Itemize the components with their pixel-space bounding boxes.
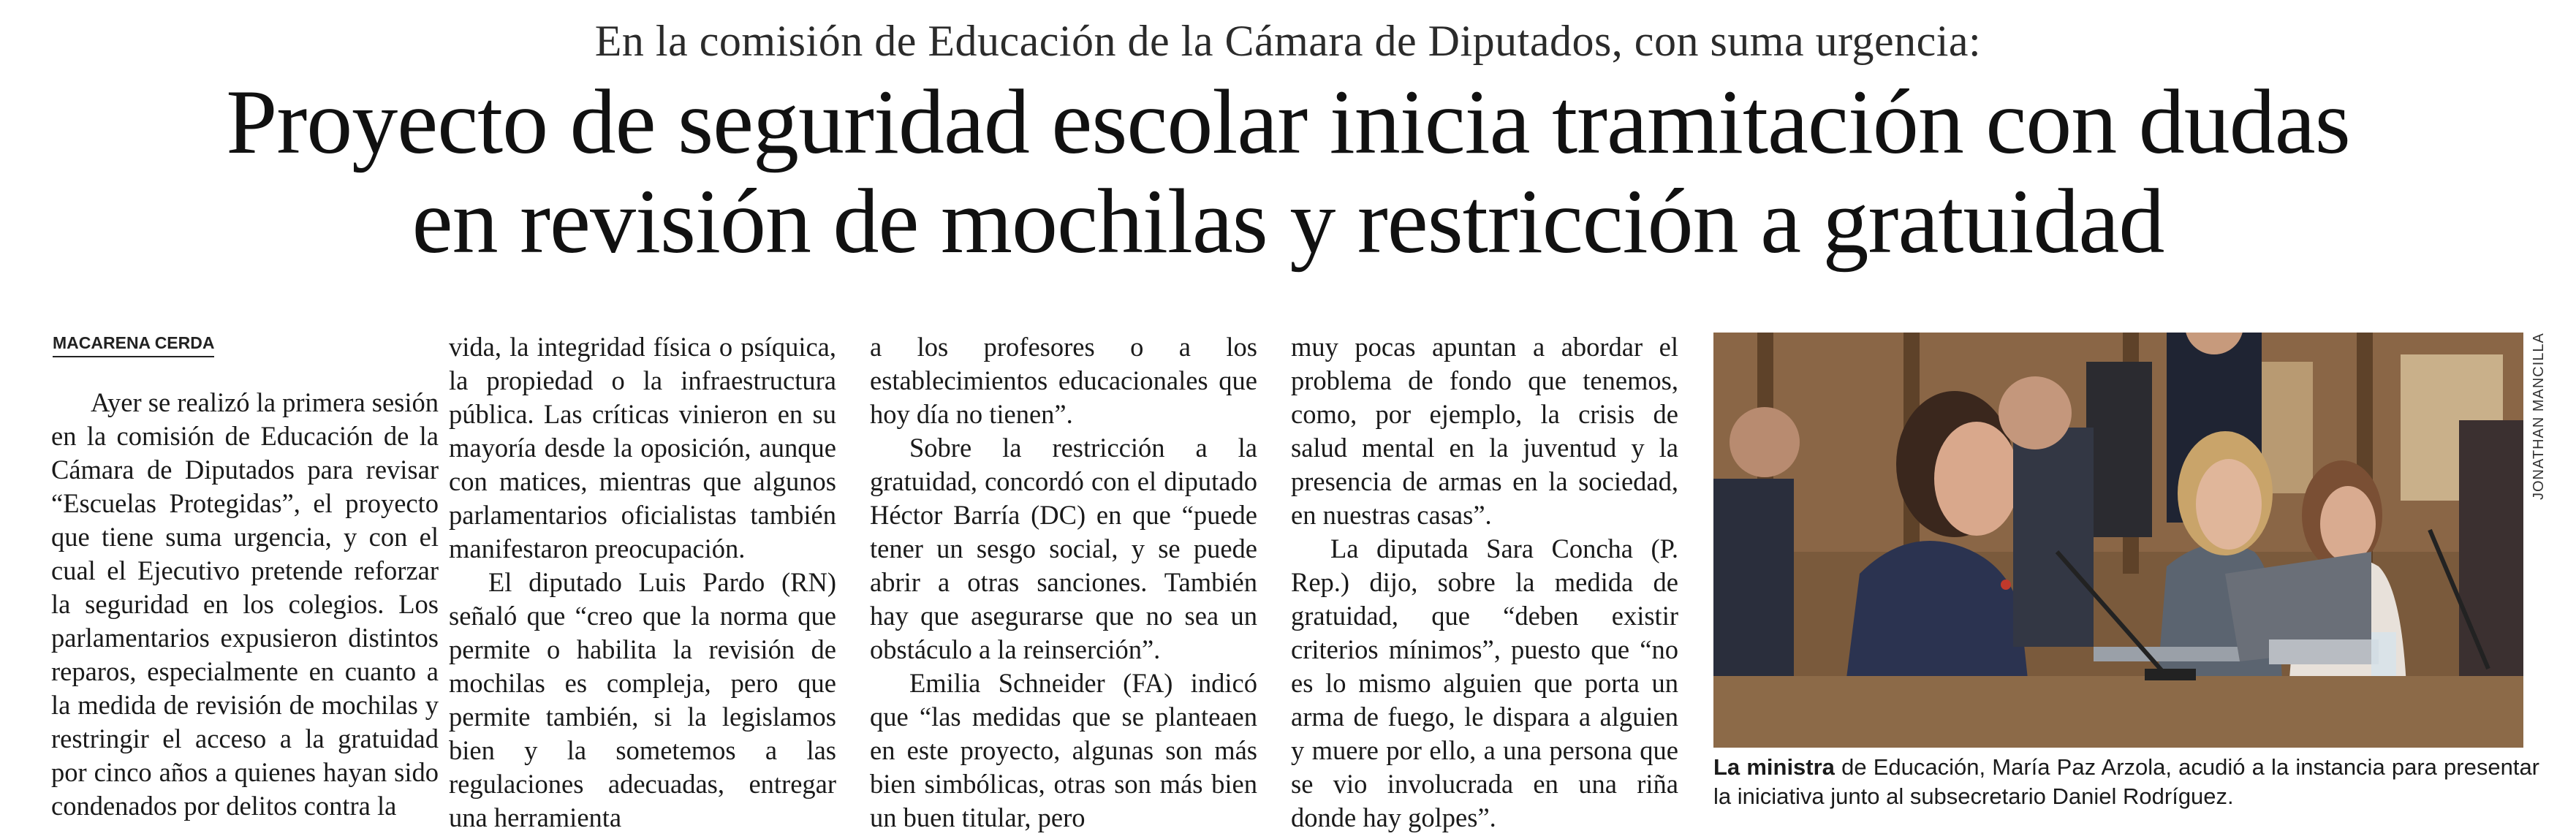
paragraph: Emilia Schneider (FA) indicó que “las medidas que se planteaen en este proyecto, algunas son más bien simbólicas, otras son más bien un buen titular, pero bbox=[870, 668, 1257, 832]
article-column-1 bbox=[51, 386, 439, 823]
article-column-2 bbox=[449, 330, 836, 835]
paragraph: Sobre la restricción a la gratuidad, concordó con el diputado Héctor Barría (DC) en que “puede tener un sesgo social, y se puede abrir a otras sanciones. También hay que asegurarse que no sea un obstáculo a la reinserción”. bbox=[870, 433, 1257, 664]
caption-text: de Educación, María Paz Arzola, acudió a la instancia para presentar la iniciativa junto al subsecretario Daniel Rodríguez. bbox=[1713, 754, 2540, 809]
paragraph: Ayer se realizó la primera sesión en la comisión de Educación de la Cámara de Diputados para revisar “Escuelas Protegidas”, el proyecto que tiene suma urgencia, y con el cual el Ejecutivo pretende reforzar la seguridad en los colegios. Los parlamentarios expusieron distintos reparos, especialmente en cuanto a la medida de revisión de mochilas y restringir el acceso a la gratuidad por cinco años a quienes hayan sido condenados por delitos contra la bbox=[51, 387, 439, 821]
paragraph: La diputada Sara Concha (P. Rep.) dijo, sobre la medida de gratuidad, que “deben existir criterios mínimos”, puesto que “no es lo mismo alguien que porta un arma de fuego, le dispara a alguien y muere por ello, a una persona que se vio involucrada en una riña donde hay golpes”. bbox=[1291, 534, 1678, 832]
paragraph: El diputado Luis Pardo (RN) señaló que “creo que la norma que permite o habilita la revisión de mochilas es compleja, pero que permite también, si la legislamos bien y la sometemos a las regulaciones adecuadas, entregar una herramienta bbox=[449, 567, 836, 832]
news-photo bbox=[1713, 333, 2523, 748]
photo-caption bbox=[1713, 753, 2539, 811]
paragraph: a los profesores o a los establecimientos educacionales que hoy día no tienen”. bbox=[870, 332, 1257, 429]
article-column-3 bbox=[870, 330, 1257, 835]
paragraph: muy pocas apuntan a abordar el problema de fondo que tenemos, como, por ejemplo, la crisis de salud mental en la juventud y la presencia de armas en la sociedad, en nuestras casas”. bbox=[1291, 332, 1678, 530]
paragraph: vida, la integridad física o psíquica, la propiedad o la infraestructura pública. Las críticas vinieron en su mayoría desde la oposición, aunque con matices, mientras que algunos parlamentarios oficialistas también manifestaron preocupación. bbox=[449, 332, 836, 563]
article-column-4 bbox=[1291, 330, 1678, 835]
headline-line-2: en revisión de mochilas y restricción a gratuidad bbox=[412, 171, 2164, 273]
photo-credit: JONATHAN MANCILLA bbox=[2531, 333, 2547, 500]
headline-line-1: Proyecto de seguridad escolar inicia tramitación con dudas bbox=[226, 72, 2350, 173]
headline bbox=[0, 73, 2576, 272]
caption-lead: La ministra bbox=[1713, 754, 1835, 780]
byline: MACARENA CERDA bbox=[53, 333, 214, 357]
kicker: En la comisión de Educación de la Cámara de Diputados, con suma urgencia: bbox=[594, 17, 1982, 65]
